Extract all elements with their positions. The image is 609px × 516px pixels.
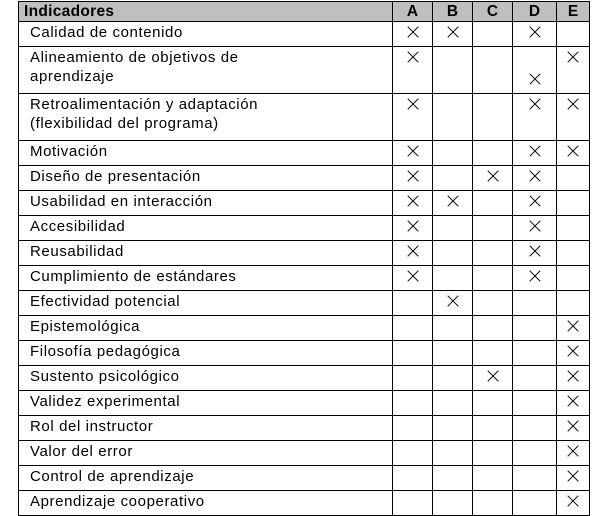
table-row — [19, 291, 590, 316]
cell-col-a — [393, 216, 433, 241]
cross-mark-icon — [407, 170, 419, 182]
cell-col-e — [557, 94, 590, 141]
cell-col-d — [513, 22, 557, 47]
indicator-label: Valor del error — [19, 441, 393, 466]
cell-col-e — [557, 491, 590, 516]
cell-col-d — [513, 241, 557, 266]
table-row — [19, 316, 590, 341]
cross-mark-icon — [447, 26, 459, 38]
cell-col-e — [557, 266, 590, 291]
cell-col-a — [393, 341, 433, 366]
cross-mark-icon — [567, 370, 579, 382]
header-col-a: A — [393, 2, 433, 22]
cell-col-b — [433, 441, 473, 466]
cell-col-e — [557, 291, 590, 316]
cell-col-d — [513, 216, 557, 241]
cross-mark-icon — [529, 26, 541, 38]
cell-col-b — [433, 22, 473, 47]
cell-col-c — [473, 416, 513, 441]
cell-col-d — [513, 366, 557, 391]
table-row — [19, 391, 590, 416]
cross-mark-icon — [529, 245, 541, 257]
indicator-label: Reusabilidad — [19, 241, 393, 266]
cell-col-d — [513, 47, 557, 94]
cell-col-a — [393, 416, 433, 441]
cell-col-b — [433, 216, 473, 241]
cell-col-d — [513, 141, 557, 166]
table-row — [19, 191, 590, 216]
cell-col-b — [433, 366, 473, 391]
cell-col-b — [433, 94, 473, 141]
cell-col-a — [393, 191, 433, 216]
cell-col-e — [557, 316, 590, 341]
cross-mark-icon — [407, 245, 419, 257]
cell-col-a — [393, 166, 433, 191]
cross-mark-icon — [567, 395, 579, 407]
cell-col-a — [393, 491, 433, 516]
indicator-label-line: (flexibilidad del programa) — [30, 115, 219, 132]
indicator-label: Aprendizaje cooperativo — [19, 491, 393, 516]
cell-col-c — [473, 366, 513, 391]
cell-col-a — [393, 241, 433, 266]
cell-col-b — [433, 466, 473, 491]
table-row — [19, 441, 590, 466]
table-row — [19, 341, 590, 366]
cell-col-e — [557, 391, 590, 416]
cell-col-b — [433, 241, 473, 266]
cell-col-a — [393, 22, 433, 47]
cross-mark-icon — [567, 420, 579, 432]
indicator-label: Motivación — [19, 141, 393, 166]
cross-mark-icon — [487, 170, 499, 182]
cell-col-b — [433, 491, 473, 516]
cell-col-b — [433, 141, 473, 166]
cross-mark-icon — [529, 98, 541, 110]
cross-mark-icon — [407, 220, 419, 232]
header-col-c: C — [473, 2, 513, 22]
cell-col-d — [513, 94, 557, 141]
indicators-table-container — [18, 1, 590, 516]
table-row — [19, 216, 590, 241]
table-header-row — [19, 2, 590, 22]
header-col-d: D — [513, 2, 557, 22]
indicator-label: Usabilidad en interacción — [19, 191, 393, 216]
cell-col-a — [393, 266, 433, 291]
header-indicadores: Indicadores — [19, 2, 393, 22]
cell-col-a — [393, 316, 433, 341]
cell-col-c — [473, 22, 513, 47]
cross-mark-icon — [487, 370, 499, 382]
cell-col-c — [473, 391, 513, 416]
cell-col-e — [557, 166, 590, 191]
cell-col-d — [513, 166, 557, 191]
table-body — [19, 22, 590, 516]
indicator-label: Control de aprendizaje — [19, 466, 393, 491]
cell-col-e — [557, 47, 590, 94]
cross-mark-icon — [567, 345, 579, 357]
cell-col-c — [473, 466, 513, 491]
cell-col-e — [557, 416, 590, 441]
cell-col-c — [473, 441, 513, 466]
cell-col-b — [433, 166, 473, 191]
indicator-label: Efectividad potencial — [19, 291, 393, 316]
indicator-label — [19, 94, 393, 141]
table-row — [19, 366, 590, 391]
table-row — [19, 241, 590, 266]
cell-col-d — [513, 491, 557, 516]
table-row — [19, 166, 590, 191]
table-row — [19, 416, 590, 441]
cell-col-a — [393, 94, 433, 141]
indicator-label: Sustento psicológico — [19, 366, 393, 391]
cell-col-c — [473, 141, 513, 166]
cell-col-b — [433, 316, 473, 341]
cross-mark-icon — [447, 295, 459, 307]
indicator-label: Calidad de contenido — [19, 22, 393, 47]
cell-col-e — [557, 441, 590, 466]
cell-col-c — [473, 491, 513, 516]
cell-col-a — [393, 441, 433, 466]
cross-mark-icon — [407, 26, 419, 38]
cell-col-c — [473, 341, 513, 366]
cross-mark-icon — [529, 145, 541, 157]
table-row — [19, 94, 590, 141]
cross-mark-icon — [407, 51, 419, 63]
cell-col-c — [473, 47, 513, 94]
cell-col-e — [557, 141, 590, 166]
cell-col-b — [433, 291, 473, 316]
cell-col-c — [473, 94, 513, 141]
cross-mark-icon — [567, 495, 579, 507]
cell-col-b — [433, 191, 473, 216]
table-row — [19, 141, 590, 166]
cell-col-d — [513, 291, 557, 316]
cross-mark-icon — [567, 98, 579, 110]
cell-col-a — [393, 466, 433, 491]
table-row — [19, 22, 590, 47]
table-row — [19, 47, 590, 94]
cell-col-c — [473, 241, 513, 266]
cross-mark-icon — [407, 195, 419, 207]
cell-col-a — [393, 47, 433, 94]
cell-col-e — [557, 191, 590, 216]
table-row — [19, 491, 590, 516]
cell-col-c — [473, 216, 513, 241]
cell-col-b — [433, 266, 473, 291]
indicators-table — [18, 1, 590, 516]
cross-mark-icon — [529, 270, 541, 282]
cross-mark-icon — [529, 195, 541, 207]
cell-col-e — [557, 466, 590, 491]
cell-col-d — [513, 416, 557, 441]
cell-col-e — [557, 366, 590, 391]
cross-mark-icon — [407, 145, 419, 157]
table-row — [19, 266, 590, 291]
cell-col-d — [513, 441, 557, 466]
indicator-label: Filosofía pedagógica — [19, 341, 393, 366]
indicator-label — [19, 47, 393, 94]
cross-mark-icon — [529, 170, 541, 182]
header-col-b: B — [433, 2, 473, 22]
cell-col-a — [393, 366, 433, 391]
cell-col-e — [557, 22, 590, 47]
indicator-label: Cumplimiento de estándares — [19, 266, 393, 291]
cell-col-a — [393, 291, 433, 316]
cell-col-b — [433, 47, 473, 94]
cross-mark-icon — [529, 73, 541, 85]
cell-col-d — [513, 191, 557, 216]
cell-col-d — [513, 341, 557, 366]
cross-mark-icon — [567, 470, 579, 482]
indicator-label-line: aprendizaje — [30, 68, 115, 85]
indicator-label-line: Retroalimentación y adaptación — [30, 96, 259, 113]
cross-mark-icon — [447, 195, 459, 207]
cell-col-b — [433, 416, 473, 441]
indicator-label: Rol del instructor — [19, 416, 393, 441]
cell-col-d — [513, 391, 557, 416]
table-row — [19, 466, 590, 491]
indicator-label-line: Alineamiento de objetivos de — [30, 49, 239, 66]
cell-col-b — [433, 341, 473, 366]
cell-col-c — [473, 316, 513, 341]
cell-col-e — [557, 241, 590, 266]
cell-col-c — [473, 291, 513, 316]
cell-col-d — [513, 466, 557, 491]
cell-col-d — [513, 266, 557, 291]
header-col-e: E — [557, 2, 590, 22]
cross-mark-icon — [567, 51, 579, 63]
cell-col-c — [473, 266, 513, 291]
cell-col-c — [473, 166, 513, 191]
indicator-label: Accesibilidad — [19, 216, 393, 241]
cross-mark-icon — [567, 320, 579, 332]
cell-col-a — [393, 391, 433, 416]
cell-col-c — [473, 191, 513, 216]
cross-mark-icon — [567, 145, 579, 157]
indicator-label: Validez experimental — [19, 391, 393, 416]
cell-col-a — [393, 141, 433, 166]
cell-col-e — [557, 341, 590, 366]
cell-col-b — [433, 391, 473, 416]
cross-mark-icon — [407, 98, 419, 110]
cross-mark-icon — [529, 220, 541, 232]
cross-mark-icon — [567, 445, 579, 457]
cross-mark-icon — [407, 270, 419, 282]
indicator-label: Diseño de presentación — [19, 166, 393, 191]
indicator-label: Epistemológica — [19, 316, 393, 341]
cell-col-e — [557, 216, 590, 241]
cell-col-d — [513, 316, 557, 341]
